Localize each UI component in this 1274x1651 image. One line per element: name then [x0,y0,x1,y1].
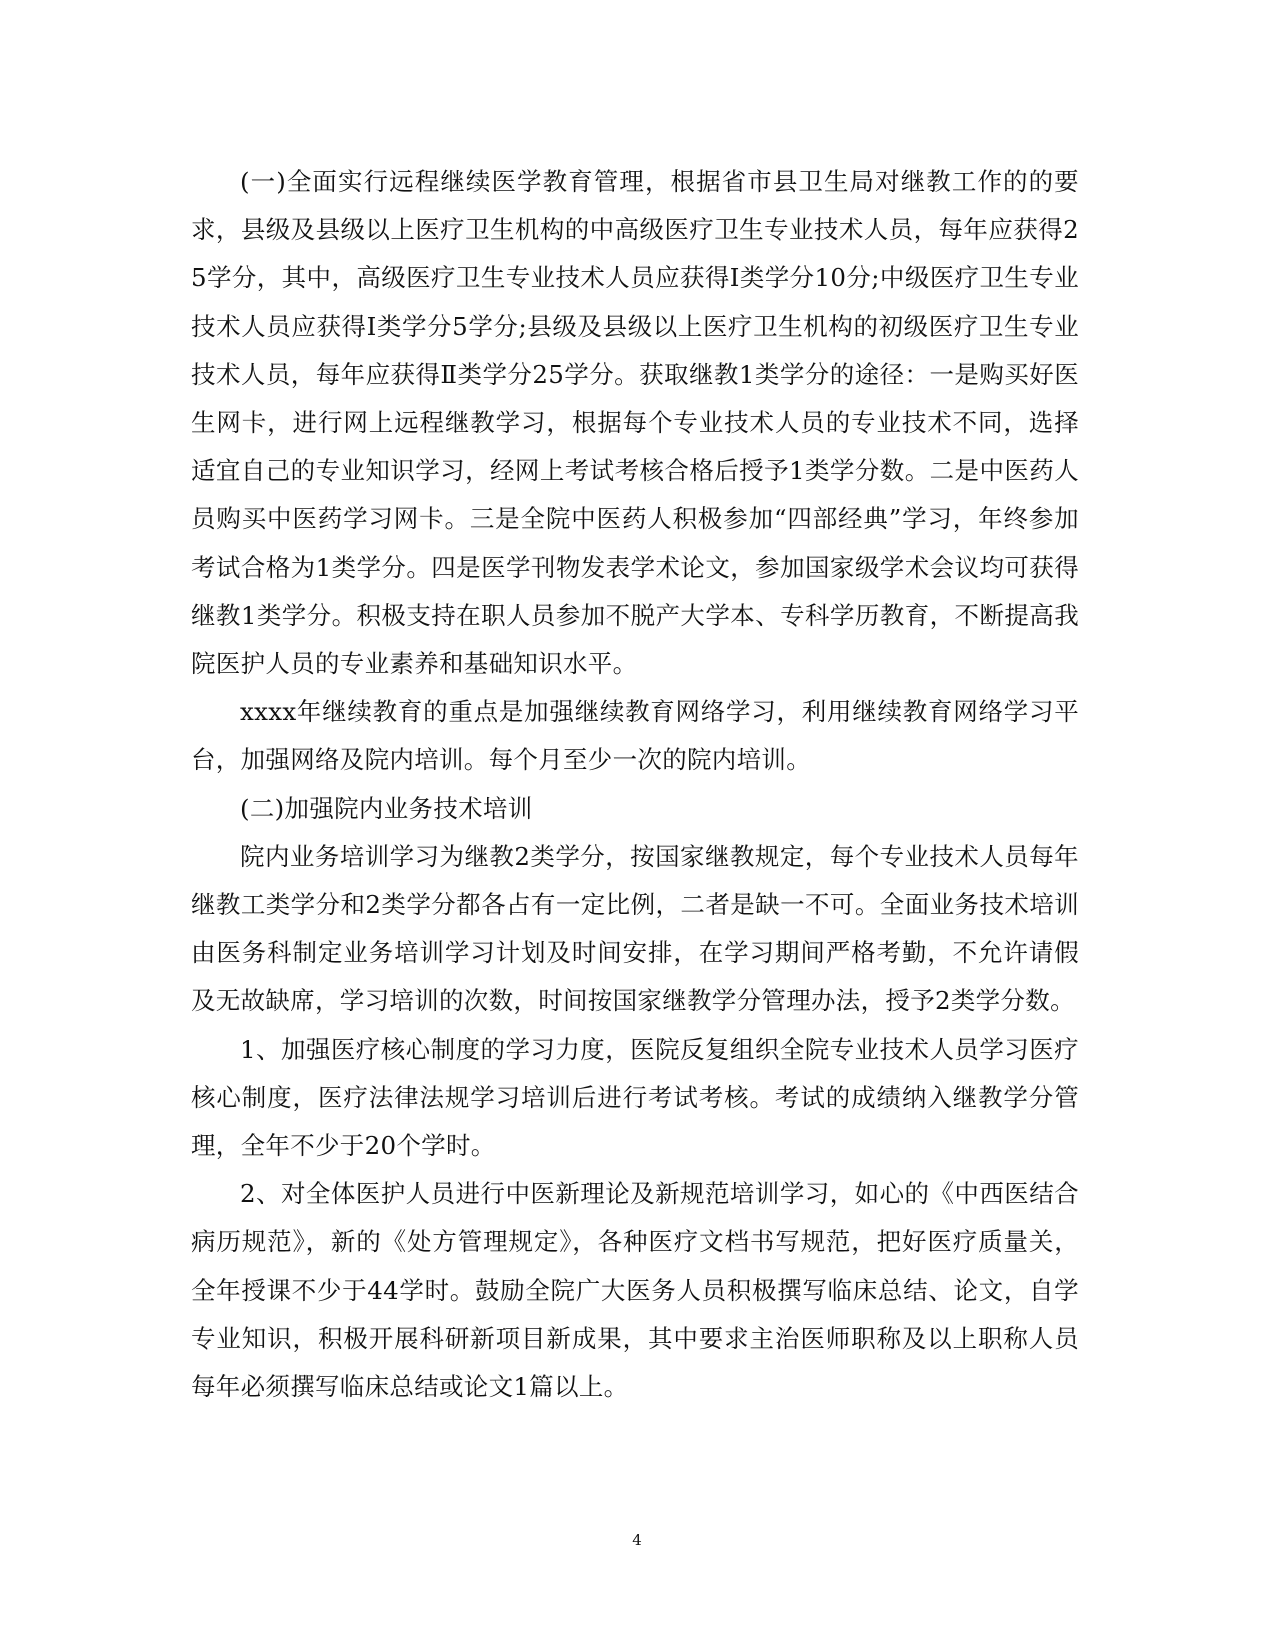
body-text [191,158,1079,1411]
page-number: 4 [632,1531,642,1549]
paragraph-internal-training: 院内业务培训学习为继教2类学分，按国家继教规定，每个专业技术人员每年继教工类学分和2类学分都各占有一定比例，二者是缺一不可。全面业务技术培训由医务科制定业务培训学习计划及时间安排，在学习期间严格考勤，不允许请假及无故缺席，学习培训的次数，时间按国家继教学分管理办法，授予2类学分数。 [191,841,1079,1016]
list-item-tcm-training: 2、对全体医护人员进行中医新理论及新规范培训学习，如心的《中西医结合病历规范》，新的《处方管理规定》，各种医疗文档书写规范，把好医疗质量关，全年授课不少于44学时。鼓励全院广大医务人员积极撰写临床总结、论文，自学专业知识，积极开展科研新项目新成果，其中要求主治医师职称及以上职称人员每年必须撰写临床总结或论文1篇以上。 [191,1179,1079,1402]
paragraph-annual-focus: xxxx年继续教育的重点是加强继续教育网络学习，利用继续教育网络学习平台，加强网络及院内培训。每个月至少一次的院内培训。 [191,697,1079,775]
paragraph-remote-education: (一)全面实行远程继续医学教育管理，根据省市县卫生局对继教工作的的要求，县级及县级以上医疗卫生机构的中高级医疗卫生专业技术人员，每年应获得25学分，其中，高级医疗卫生专业技术人员应获得Ⅰ类学分10分;中级医疗卫生专业技术人员应获得Ⅰ类学分5学分;县级及县级以上医疗卫生机构的初级医疗卫生专业技术人员，每年应获得Ⅱ类学分25学分。获取继教1类学分的途径：一是购买好医生网卡，进行网上远程继教学习，根据每个专业技术人员的专业技术不同，选择适宜自己的专业知识学习，经网上考试考核合格后授予1类学分数。二是中医药人员购买中医药学习网卡。三是全院中医药人积极参加“四部经典”学习，年终参加考试合格为1类学分。四是医学刊物发表学术论文，参加国家级学术会议均可获得继教1类学分。积极支持在职人员参加不脱产大学本、专科学历教育，不断提高我院医护人员的专业素养和基础知识水平。 [191,167,1079,679]
section-heading-training: (二)加强院内业务技术培训 [240,793,533,823]
list-item-core-system: 1、加强医疗核心制度的学习力度，医院反复组织全院专业技术人员学习医疗核心制度，医疗法律法规学习培训后进行考试考核。考试的成绩纳入继教学分管理，全年不少于20个学时。 [191,1034,1079,1161]
